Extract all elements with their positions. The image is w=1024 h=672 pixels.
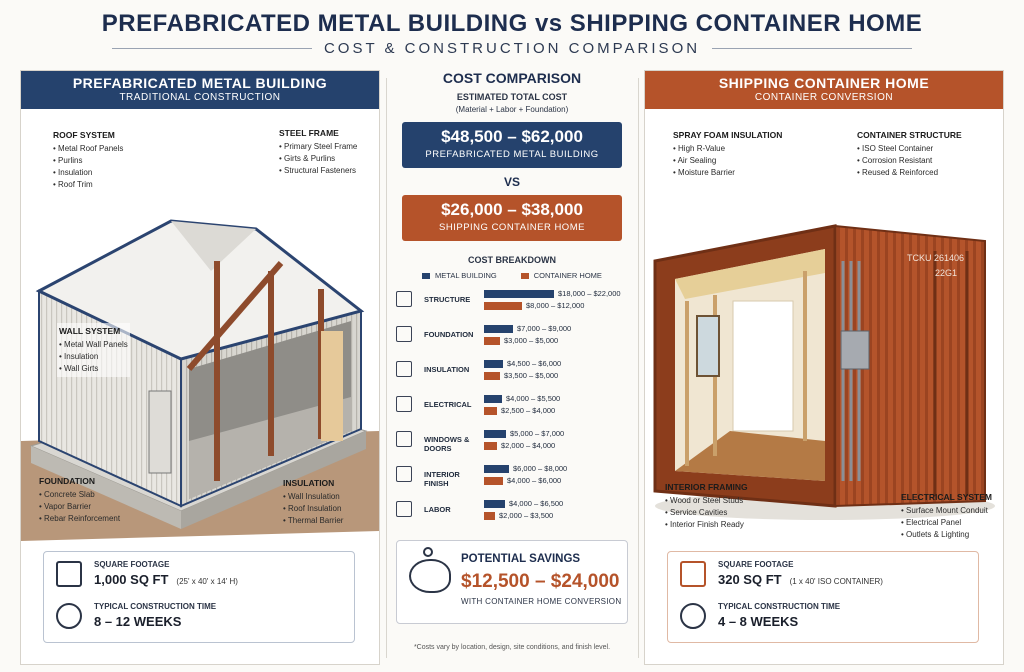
- electrical-panel: [841, 331, 869, 369]
- legend-item-container: [521, 271, 602, 280]
- insulation-roll-icon: [396, 361, 412, 377]
- spray-foam-callout: [673, 129, 782, 179]
- metal-building-range: $4,000 – $6,500: [509, 499, 564, 508]
- container-home-stats: [667, 551, 979, 643]
- cost-amount: $48,500 – $62,000: [441, 127, 583, 146]
- frame-icon: [396, 291, 412, 307]
- breakdown-row: [392, 287, 632, 322]
- container-marking-1: TCKU 261406: [907, 253, 965, 263]
- metal-building-bar: [484, 430, 506, 438]
- callout-item: • Interior Finish Ready: [665, 519, 748, 531]
- piggy-bank-icon: [409, 559, 451, 593]
- callout-title: INTERIOR FRAMING: [665, 482, 748, 492]
- metal-building-bar: [484, 325, 513, 333]
- callout-item: • Air Sealing: [673, 155, 782, 167]
- roof-system-callout: [53, 129, 123, 191]
- stat-value: 8 – 12 WEEKS: [94, 614, 182, 629]
- breakdown-category: INSULATION: [424, 365, 470, 374]
- stat-label: SQUARE FOOTAGE: [718, 560, 794, 569]
- container-home-range: $8,000 – $12,000: [526, 301, 585, 310]
- cost-amount: $26,000 – $38,000: [441, 200, 583, 219]
- callout-title: SPRAY FOAM INSULATION: [673, 130, 783, 140]
- container-home-cost-card: [402, 195, 622, 241]
- estimated-cost-label: ESTIMATED TOTAL COST: [456, 92, 568, 102]
- metal-building-cost-card: [402, 122, 622, 168]
- legend-item-metal: [422, 271, 497, 280]
- legend-swatch: [521, 273, 529, 279]
- stat-label: TYPICAL CONSTRUCTION TIME: [94, 602, 217, 611]
- breakdown-rows: [392, 287, 632, 532]
- clock-icon: [56, 603, 82, 629]
- breakdown-row: [392, 462, 632, 497]
- breakdown-category: ELECTRICAL: [424, 400, 472, 409]
- breakdown-category: STRUCTURE: [424, 295, 471, 304]
- legend-label: CONTAINER HOME: [533, 271, 602, 280]
- window: [697, 316, 719, 376]
- callout-item: • Insulation: [53, 167, 123, 179]
- breakdown-category: FOUNDATION: [424, 330, 474, 339]
- breakdown-category: LABOR: [424, 505, 451, 514]
- hard-hat-icon: [396, 501, 412, 517]
- callout-item: • Metal Roof Panels: [53, 143, 123, 155]
- wall-system-callout: [57, 323, 130, 377]
- container-home-bar: [484, 512, 495, 520]
- cost-label: PREFABRICATED METAL BUILDING: [425, 149, 599, 160]
- metal-building-bar: [484, 360, 503, 368]
- callout-item: • Primary Steel Frame: [279, 141, 357, 153]
- container-home-range: $3,000 – $5,000: [504, 336, 559, 345]
- breakdown-legend: [392, 271, 632, 280]
- divider: [638, 78, 639, 658]
- callout-title: FOUNDATION: [39, 476, 96, 486]
- divider: [112, 48, 312, 49]
- callout-item: • Girts & Purlins: [279, 153, 357, 165]
- breakdown-row: [392, 357, 632, 392]
- container-home-bar: [484, 407, 497, 415]
- container-home-header: [645, 71, 1003, 109]
- callout-item: • Concrete Slab: [39, 489, 120, 501]
- callout-item: • Roof Insulation: [283, 503, 343, 515]
- plug-icon: [396, 396, 412, 412]
- construction-time-stat: [56, 602, 216, 629]
- page-subtitle: COST & CONSTRUCTION COMPARISON: [323, 40, 701, 57]
- metal-building-range: $4,000 – $5,500: [506, 394, 561, 403]
- floor-plan-icon: [56, 561, 82, 587]
- callout-item: • Rebar Reinforcement: [39, 513, 120, 525]
- divider: [712, 48, 912, 49]
- foundation-icon: [396, 326, 412, 342]
- callout-item: • Reused & Reinforced: [857, 167, 962, 179]
- callout-item: • Electrical Panel: [901, 517, 992, 529]
- callout-item: • Insulation: [59, 351, 128, 363]
- metal-building-range: $7,000 – $9,000: [517, 324, 572, 333]
- callout-item: • Thermal Barrier: [283, 515, 343, 527]
- breakdown-row: [392, 497, 632, 532]
- subtitle-row: [112, 40, 912, 57]
- window-icon: [396, 431, 412, 447]
- callout-title: ROOF SYSTEM: [53, 130, 115, 140]
- legend-swatch: [422, 273, 430, 279]
- insulation-callout: [283, 477, 343, 527]
- potential-savings-box: [396, 540, 628, 624]
- stat-value: 4 – 8 WEEKS: [718, 614, 799, 629]
- container-home-range: $2,000 – $3,500: [499, 511, 554, 520]
- steel-frame-callout: [279, 127, 357, 177]
- callout-title: ELECTRICAL SYSTEM: [901, 492, 992, 502]
- callout-item: • Wall Insulation: [283, 491, 343, 503]
- breakdown-row: [392, 392, 632, 427]
- container-home-bar: [484, 372, 500, 380]
- panel-title: PREFABRICATED METAL BUILDING: [72, 75, 328, 91]
- container-marking-2: 22G1: [935, 268, 958, 278]
- callout-title: INSULATION: [283, 478, 335, 488]
- breakdown-category: INTERIOR FINISH: [424, 470, 460, 488]
- cost-breakdown-title: COST BREAKDOWN: [468, 255, 556, 265]
- callout-item: • Service Cavities: [665, 507, 748, 519]
- stat-value: 320 SQ FT: [718, 572, 782, 587]
- page-title: PREFABRICATED METAL BUILDING vs SHIPPING CONTAINER HOME: [101, 10, 923, 37]
- stat-value: 1,000 SQ FT: [94, 572, 169, 587]
- metal-building-bar: [484, 395, 502, 403]
- footnote: *Costs vary by location, design, site conditions, and finish level.: [413, 644, 611, 651]
- metal-building-header: [21, 71, 379, 109]
- callout-item: • High R-Value: [673, 143, 782, 155]
- container-home-bar: [484, 477, 503, 485]
- clock-icon: [680, 603, 706, 629]
- container-home-range: $2,000 – $4,000: [501, 441, 556, 450]
- paint-roller-icon: [396, 466, 412, 482]
- savings-value: $12,500 – $24,000: [461, 571, 620, 592]
- vs-label: VS: [503, 175, 520, 189]
- container-structure-callout: [857, 129, 962, 179]
- callout-item: • Moisture Barrier: [673, 167, 782, 179]
- metal-building-panel: [20, 70, 380, 665]
- callout-title: WALL SYSTEM: [59, 326, 121, 336]
- panel-subtitle: CONTAINER CONVERSION: [754, 92, 894, 103]
- container-home-range: $2,500 – $4,000: [501, 406, 556, 415]
- stat-note: (25' x 40' x 14' H): [176, 577, 238, 586]
- metal-building-bar: [484, 500, 505, 508]
- callout-title: STEEL FRAME: [279, 128, 339, 138]
- savings-title: POTENTIAL SAVINGS: [461, 553, 581, 565]
- callout-item: • Wall Girts: [59, 363, 128, 375]
- divider: [386, 78, 387, 658]
- breakdown-row: [392, 427, 632, 462]
- estimated-cost-note: (Material + Labor + Foundation): [455, 105, 569, 114]
- stat-note: (1 x 40' ISO CONTAINER): [789, 577, 883, 586]
- savings-note: WITH CONTAINER HOME CONVERSION: [461, 597, 622, 606]
- container-home-panel: [644, 70, 1004, 665]
- square-footage-stat: [680, 560, 883, 587]
- callout-item: • Vapor Barrier: [39, 501, 120, 513]
- callout-title: CONTAINER STRUCTURE: [857, 130, 962, 140]
- callout-item: • Wood or Steel Studs: [665, 495, 748, 507]
- container-home-range: $4,000 – $6,000: [507, 476, 562, 485]
- callout-item: • Structural Fasteners: [279, 165, 357, 177]
- metal-building-range: $18,000 – $22,000: [558, 289, 621, 298]
- callout-item: • Surface Mount Conduit: [901, 505, 992, 517]
- container-home-bar: [484, 442, 497, 450]
- metal-building-range: $6,000 – $8,000: [513, 464, 568, 473]
- interior-framing-callout: [665, 481, 748, 531]
- cost-comparison-heading: COST COMPARISON: [442, 70, 582, 86]
- metal-building-stats: [43, 551, 355, 643]
- stat-label: TYPICAL CONSTRUCTION TIME: [718, 602, 841, 611]
- coin-icon: [423, 547, 433, 557]
- construction-time-stat: [680, 602, 840, 629]
- callout-item: • Metal Wall Panels: [59, 339, 128, 351]
- foundation-callout: [39, 475, 120, 525]
- callout-item: • Corrosion Resistant: [857, 155, 962, 167]
- container-icon: [680, 561, 706, 587]
- stat-label: SQUARE FOOTAGE: [94, 560, 170, 569]
- legend-label: METAL BUILDING: [435, 271, 497, 280]
- breakdown-row: [392, 322, 632, 357]
- metal-building-bar: [484, 290, 554, 298]
- callout-item: • Roof Trim: [53, 179, 123, 191]
- insulation-batts: [321, 331, 343, 441]
- container-home-bar: [484, 337, 500, 345]
- cost-comparison-column: [392, 70, 632, 665]
- electrical-system-callout: [901, 491, 992, 541]
- callout-item: • Purlins: [53, 155, 123, 167]
- container-home-bar: [484, 302, 522, 310]
- metal-building-bar: [484, 465, 509, 473]
- container-home-range: $3,500 – $5,000: [504, 371, 559, 380]
- panel-subtitle: TRADITIONAL CONSTRUCTION: [119, 92, 281, 103]
- callout-item: • Outlets & Lighting: [901, 529, 992, 541]
- square-footage-stat: [56, 560, 238, 587]
- breakdown-category: WINDOWS & DOORS: [424, 435, 470, 453]
- metal-building-range: $5,000 – $7,000: [510, 429, 565, 438]
- callout-item: • ISO Steel Container: [857, 143, 962, 155]
- metal-building-range: $4,500 – $6,000: [507, 359, 562, 368]
- cost-label: SHIPPING CONTAINER HOME: [439, 222, 585, 233]
- panel-title: SHIPPING CONTAINER HOME: [718, 75, 930, 91]
